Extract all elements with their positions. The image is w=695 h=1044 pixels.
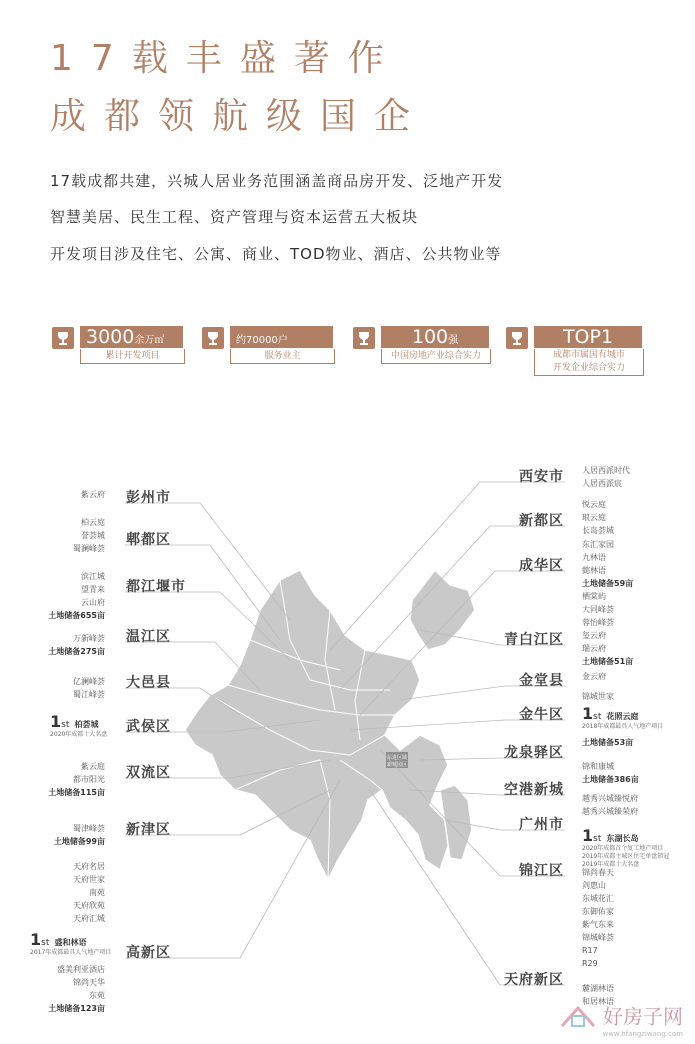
project-item: 锦城世家 bbox=[582, 692, 614, 701]
district-xian: 西安市 bbox=[519, 469, 564, 485]
project-item: 紫云庭 bbox=[81, 762, 105, 771]
project-item: 蓉怡峰荟 bbox=[582, 618, 614, 627]
project-item: 天府汇城 bbox=[73, 914, 105, 923]
project-item: 悦云庭 bbox=[582, 500, 606, 509]
district-qingbaijiang: 青白江区 bbox=[504, 632, 564, 648]
projects-shuangliu bbox=[48, 760, 105, 799]
award-gaoxin: 1st 盛和林语 2017年成都最具人气地产项目 bbox=[30, 930, 112, 956]
project-item: 誉荟城 bbox=[81, 531, 105, 540]
map-label-park: 新城园区 bbox=[386, 762, 408, 768]
district-xinjin: 新津区 bbox=[126, 822, 171, 838]
project-item: 蜀江峰荟 bbox=[73, 690, 105, 699]
district-guangzhou: 广州市 bbox=[519, 817, 564, 833]
award-wuhou: 1st 柏荟城 2020年成都十大名盘 bbox=[50, 712, 108, 738]
projects-dayi bbox=[73, 675, 105, 701]
projects-pengzhou bbox=[81, 488, 105, 501]
project-item: 天府名居 bbox=[73, 862, 105, 871]
project-item: 盛美利亚酒店 bbox=[57, 965, 105, 974]
award-jinniu: 1st 花照云庭 2018年成都最具人气地产项目 bbox=[582, 704, 664, 730]
project-item: 东苑 bbox=[89, 991, 105, 1000]
district-xindu: 新都区 bbox=[519, 513, 564, 529]
stat-top1-label: 成都市属国有城市 开发企业综合实力 bbox=[534, 349, 644, 376]
stat-households-unit: 户 bbox=[277, 335, 288, 346]
stat-top100-unit: 强 bbox=[448, 335, 459, 346]
district-pidu: 郫都区 bbox=[126, 532, 171, 548]
project-item: 玺云府 bbox=[582, 631, 606, 640]
project-item: 瑞云府 bbox=[582, 644, 606, 653]
project-item: 蜀津峰荟 bbox=[73, 824, 105, 833]
district-dayi: 大邑县 bbox=[126, 675, 171, 691]
projects-qingbaijiang bbox=[582, 590, 633, 668]
watermark bbox=[558, 1000, 683, 1038]
project-item: 和居林语 bbox=[582, 997, 614, 1006]
land-reserve: 土地储备99亩 bbox=[53, 837, 105, 846]
projects-jintang bbox=[582, 670, 606, 683]
district-jinniu: 金牛区 bbox=[519, 707, 564, 723]
project-item: 越秀兴城臻荣府 bbox=[582, 807, 638, 816]
land-reserve: 土地储备53亩 bbox=[582, 738, 634, 747]
projects-gaoxin bbox=[73, 860, 105, 925]
project-item: 蜀澜峰荟 bbox=[73, 544, 105, 553]
headline-2: 成都领航级国企 bbox=[50, 96, 429, 137]
stat-top100-label: 中国房地产业综合实力 bbox=[381, 349, 491, 364]
project-item: 南苑 bbox=[89, 888, 105, 897]
stat-top1-value: TOP1 bbox=[534, 326, 642, 348]
project-item: 九林语 bbox=[582, 553, 606, 562]
project-item: R29 bbox=[582, 959, 598, 968]
district-longquanyi: 龙泉驿区 bbox=[504, 745, 564, 761]
land-reserve: 土地储备115亩 bbox=[48, 788, 105, 797]
headline-1: 17载丰盛著作 bbox=[50, 38, 402, 79]
project-item: 大同峰荟 bbox=[582, 605, 614, 614]
district-chenghua: 成华区 bbox=[519, 558, 564, 574]
project-item: 柏云庭 bbox=[81, 518, 105, 527]
intro-line-2: 智慧美居、民生工程、资产管理与资本运营五大板块 bbox=[50, 208, 419, 226]
land-reserve: 土地储备655亩 bbox=[48, 611, 105, 620]
projects-xinjin bbox=[54, 822, 105, 848]
project-item: 都市阳光 bbox=[73, 775, 105, 784]
project-item: 东御佑家 bbox=[582, 907, 614, 916]
land-reserve: 土地储备123亩 bbox=[48, 1004, 105, 1013]
project-item: 紫云府 bbox=[81, 490, 105, 499]
district-gaoxin: 高新区 bbox=[126, 945, 171, 961]
project-item: 懿林语 bbox=[582, 566, 606, 575]
district-jintang: 金堂县 bbox=[519, 673, 564, 689]
project-item: 紫气东来 bbox=[582, 920, 614, 929]
projects-wenjiang bbox=[48, 632, 105, 658]
stat-area-label: 累计开发项目 bbox=[80, 349, 185, 364]
district-shuangliu: 双流区 bbox=[126, 765, 171, 781]
project-item: 滨江城 bbox=[81, 572, 105, 581]
land-reserve: 土地储备275亩 bbox=[48, 647, 105, 656]
project-item: 越秀兴城臻悦府 bbox=[582, 794, 638, 803]
project-item: 锦和康城 bbox=[582, 762, 614, 771]
project-item: 栖棠屿 bbox=[582, 592, 606, 601]
projects-xindu bbox=[582, 498, 614, 537]
district-tianfu: 天府新区 bbox=[504, 972, 564, 988]
project-item: 剑惠山 bbox=[582, 881, 606, 890]
projects-pidu bbox=[73, 516, 105, 555]
project-item: 云山府 bbox=[81, 598, 105, 607]
project-item: 天府欣苑 bbox=[73, 901, 105, 910]
watermark-url: www.hfangziwang.com bbox=[602, 1030, 683, 1038]
projects-dujiangyan bbox=[48, 570, 105, 622]
project-item: 望青来 bbox=[81, 585, 105, 594]
district-konggang: 空港新城 bbox=[504, 782, 564, 798]
project-item: 锦尚天华 bbox=[73, 978, 105, 987]
projects-jinjiang bbox=[582, 866, 614, 970]
intro-line-1: 17载成都共建，兴城人居业务范围涵盖商品房开发、泛地产开发 bbox=[50, 172, 504, 190]
project-item: 麓湖林语 bbox=[582, 984, 614, 993]
project-item: 人居西派时代 bbox=[582, 466, 630, 475]
stat-area-value: 3000 bbox=[86, 326, 135, 348]
land-reserve: 土地储备386亩 bbox=[582, 775, 639, 784]
land-reserve: 土地储备59亩 bbox=[582, 579, 634, 588]
district-wenjiang: 温江区 bbox=[126, 629, 171, 645]
stat-top100-value: 100 bbox=[411, 326, 449, 348]
project-item: 人居西派宸 bbox=[582, 479, 622, 488]
projects-chenghua bbox=[582, 538, 633, 590]
stat-households-prefix: 约70000 bbox=[236, 335, 278, 346]
project-item: R17 bbox=[582, 946, 598, 955]
intro-line-3: 开发项目涉及住宅、公寓、商业、TOD物业、酒店、公共物业等 bbox=[50, 245, 502, 263]
district-wuhou: 武侯区 bbox=[126, 719, 171, 735]
project-item: 亿澜峰荟 bbox=[73, 677, 105, 686]
project-item: 东城花汇 bbox=[582, 894, 614, 903]
land-reserve: 土地储备51亩 bbox=[582, 657, 634, 666]
stat-households-label: 服务业主 bbox=[230, 349, 335, 364]
project-item: 东汇家园 bbox=[582, 540, 614, 549]
projects-xian bbox=[582, 464, 630, 490]
district-dujiangyan: 都江堰市 bbox=[126, 579, 186, 595]
project-item: 长岛荟城 bbox=[582, 526, 614, 535]
house-logo-icon bbox=[558, 1000, 598, 1030]
project-item: 金云府 bbox=[582, 672, 606, 681]
projects-jinniu bbox=[582, 690, 614, 703]
stat-area-unit: 余万㎡ bbox=[134, 335, 165, 346]
award-guangzhou: 1st 东湖长岛 2020年成都首个复工地产项目 2019年成都主城区住宅单盘销冠 2019年成都十大名盘 bbox=[582, 826, 670, 868]
project-item: 天府世家 bbox=[73, 875, 105, 884]
map-label-east: 东进区域 bbox=[386, 755, 408, 761]
project-item: 琅云庭 bbox=[582, 513, 606, 522]
projects-longquanyi bbox=[582, 760, 639, 786]
projects-jinniu-more bbox=[582, 736, 633, 749]
project-item: 锦尚春天 bbox=[582, 868, 614, 877]
project-item: 锦城峰荟 bbox=[582, 933, 614, 942]
district-jinjiang: 锦江区 bbox=[519, 863, 564, 879]
district-pengzhou: 彭州市 bbox=[126, 490, 171, 506]
watermark-text: 好房子网 bbox=[603, 1004, 683, 1029]
projects-gaoxin-more bbox=[48, 963, 105, 1015]
projects-konggang bbox=[582, 792, 638, 818]
project-item: 万新峰荟 bbox=[73, 634, 105, 643]
